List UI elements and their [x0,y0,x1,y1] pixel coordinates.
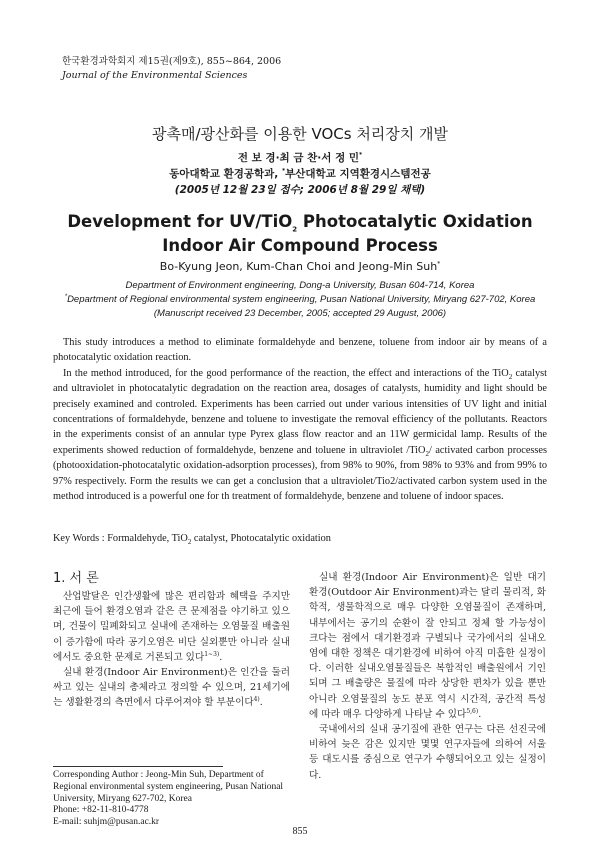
korean-affiliation [0,166,600,181]
korean-affiliation-1: 동아대학교 환경공학과, [169,168,282,180]
footnote-author: Corresponding Author : Jeong-Min Suh, Department of Regional environmental system engineering, Pusan National University, Miryang 627-702, Korea [53,770,284,804]
title-part: Photocatalytic Oxidation [297,212,533,231]
english-author-names: Bo-Kyung Jeon, Kum-Chan Choi and Jeong-Min Suh [159,260,438,273]
body-paragraph: 실내 환경(Indoor Air Environment)은 일반 대기 환경(Outdoor Air Environment)과는 달리 물리적, 화학적, 생물학적으로 매우 다양한 오염물질이 존재하며, 내부에서는 공기의 순환이 잘 안되고 정체 할 가능성이 크다는 점에서 대기환경과 구별되나 국가에서의 실내오염에 대한 정책은 대기환경에 비하여 아직 미흡한 실정이다. 이러한 실내오염물질들은 복합적인 배출원에서 기인되며 그 배출량은 물질에 따라 상당한 편차가 있을 뿐만 아니라 오염물질의 농도 분포 역시 시간적, 공간적 특성에 따라 매우 다양하게 나타날 수 있다$^{5,6)}$. [309,572,546,720]
corresponding-author-footnote [53,770,290,829]
citation-ref: 1~3) [204,650,220,658]
footnote-email: E-mail: suhjm@pusan.ac.kr [53,817,160,828]
journal-citation-korean: 한국환경과학회지 제15권(제9호), 855~864, 2006 [62,56,282,67]
korean-dates: (2005년 12월 23일 접수; 2006년 8월 29일 채택) [174,184,426,196]
korean-author-mark: * [359,151,363,159]
page-number: 855 [292,826,308,837]
english-author-mark: * [437,260,441,268]
keywords-text: Formaldehyde, TiO [107,533,188,544]
korean-affiliation-mark: * [281,167,286,175]
abstract-paragraph-1: This study introduces a method to eliminate formaldehyde and benzene, toluene from indoor air by means of a photocatalytic oxidation reaction. [53,337,547,364]
body-column-right [309,570,546,783]
body-text: 실내 환경(Indoor Air Environment)은 일반 대기 환경(Outdoor Air Environment)과는 달리 물리적, 화학적, 생물학적으로 매우 다양한 오염물질이 존재하며, 내부에서는 공기의 순환이 잘 안되고 정체 할 가능성이 크다는 점에서 대기환경과 구별되나 국가에서의 실내오염에 대한 정책은 대기환경에 비하여 아직 미흡한 실정이다. 이러한 실내오염물질들은 복합적인 배출원에서 기인되며 그 배출량은 물질에 따라 상당한 편차가 있을 뿐만 아니라 오염물질의 농도 분포 역시 시간적, 공간적 특성에 따라 매우 다양하게 나타날 수 있다 [309,572,546,720]
body-column-left [53,570,290,711]
section-heading-introduction: 1. 서 론 [53,571,99,586]
english-affiliation-1: Department of Environment engineering, Dong-a University, Busan 604-714, Korea [125,280,475,291]
citation-ref: 5,6) [466,707,479,715]
keywords-text: catalyst, Photocatalytic oxidation [191,533,331,544]
body-paragraph: 산업발달은 인간생활에 많은 편리함과 혜택을 주지만 최근에 들어 환경오염과 같은 큰 문제점을 야기하고 있으며, 건물이 밀폐화되고 실내에 존재하는 오염물질 배출원이 증가함에 따라 공기오염은 비단 실외뿐만 아니라 실내에서도 중요한 문제로 거론되고 있다$^{1\sim 3)}$. [53,591,290,663]
title-subscript: 2 [292,225,298,234]
english-title [0,210,600,258]
footnote-phone: Phone: +82-11-810-4778 [53,805,149,816]
keywords [53,533,547,547]
manuscript-dates: (Manuscript received 23 December, 2005; accepted 29 August, 2006) [153,308,447,319]
body-text: 산업발달은 인간생활에 많은 편리함과 혜택을 주지만 최근에 들어 환경오염과 같은 큰 문제점을 야기하고 있으며, 건물이 밀폐화되고 실내에 존재하는 오염물질 배출원이 증가함에 따라 공기오염은 비단 실외뿐만 아니라 실내에서도 중요한 문제로 거론되고 있다 [53,591,290,663]
title-part: Development for UV/TiO [67,212,293,231]
korean-title: 광촉매/광산화를 이용한 VOCs 처리장치 개발 [151,125,449,143]
footnote-rule [53,766,223,767]
body-text: 실내 환경(Indoor Air Environment)은 인간을 둘러싸고 있는 실내의 총체라고 정의할 수 있으며, 21세기에는 생활환경의 측면에서 다루어져야 할 부분이다 [53,667,290,709]
abstract [53,335,547,504]
korean-authors [0,150,600,165]
affiliation-mark: * [64,293,68,300]
abstract-text: In the method introduced, for the good performance of the reaction, the effect and interactions of the TiO [63,367,509,379]
affiliation-2-text: Department of Regional environmental system engineering, Pusan National University, Miryang 627-702, Korea [67,294,536,305]
journal-header [62,55,281,83]
journal-name-english: Journal of the Environmental Sciences [62,70,248,81]
abstract-subscript: 2 [508,372,513,381]
abstract-subscript: 2 [425,449,429,458]
english-title-line2: Indoor Air Compound Process [162,236,438,255]
keywords-subscript: 2 [187,538,192,547]
abstract-text: / activated carbon processes (photooxidation-photocatalytic oxidation-adsorption processes), from 98% to 90%, from 98% to 93% and from 99% to 97% respectively. Form the results we can get a conclusion that a ultraviolet/Tio2/activated carbon system used in the method introduced is a powerful one for th treatment of formaldehyde, benzene and toluene of indoor spaces. [53,444,548,503]
keywords-label: Key Words : [53,533,108,544]
english-title-line1 [0,210,600,234]
abstract-paragraph-2 [53,366,547,505]
body-paragraph: 실내 환경(Indoor Air Environment)은 인간을 둘러싸고 있는 실내의 총체라고 정의할 수 있으며, 21세기에는 생활환경의 측면에서 다루어져야 할 부분이다$^{4)}$. [53,667,290,709]
body-paragraph: 국내에서의 실내 공기질에 관한 연구는 다른 선진국에 비하여 늦은 감은 있지만 몇몇 연구자들에 의하여 서울 등 대도시를 중심으로 연구가 수행되어오고 있는 실정이다. [309,724,546,781]
english-affiliations [0,279,600,321]
citation-ref: 4) [253,696,260,704]
abstract-text: catalyst and ultraviolet in photocatalytic degradation on the reaction area, dosages of catalysts, humidity and light should be precisely examined and controled. Experiments has been carried out under various intensities of UV light and initial concentrations of formaldehyde, benzene and toluene to investigate the removal efficiency of the pollutants. Reactors in the experiments consist of an annular type Pyrex glass flow reactor and an 11W germicidal lamp. Results of the experiments showed reduction of formaldehyde, benzene and toluene in ultraviolet /TiO [53,367,547,456]
english-affiliation-2 [0,293,600,307]
korean-author-names: 전 보 경·최 금 찬·서 정 민 [237,152,360,164]
korean-affiliation-2: 부산대학교 지역환경시스템전공 [285,168,431,180]
english-authors [0,260,600,273]
